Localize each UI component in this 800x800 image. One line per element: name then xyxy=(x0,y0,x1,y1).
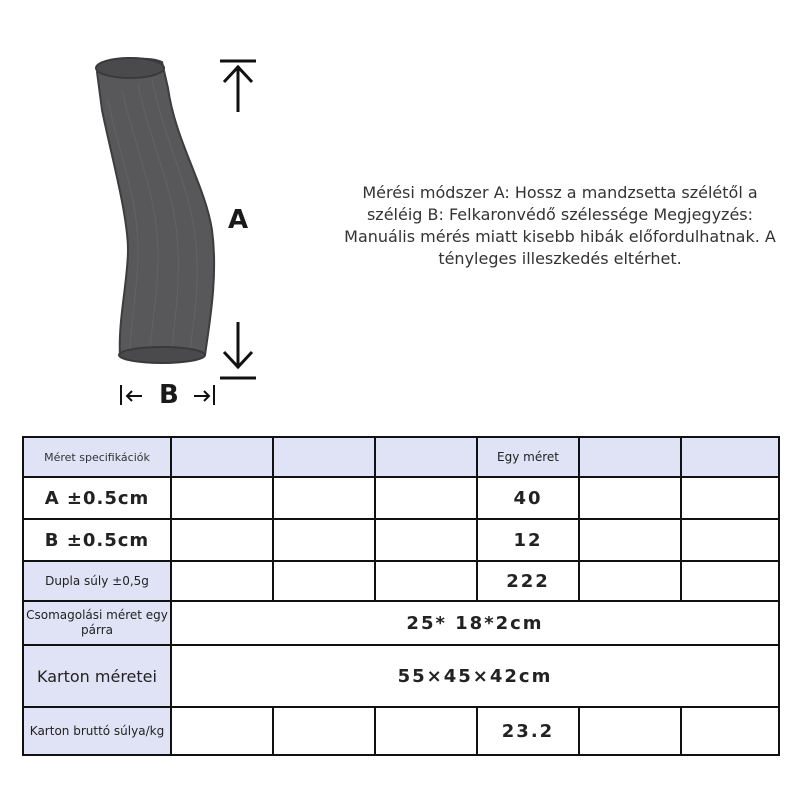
empty-cell xyxy=(681,477,779,519)
row-label-carton: Karton méretei xyxy=(23,645,171,707)
label-b: B xyxy=(159,380,179,410)
arrow-down-icon xyxy=(220,322,256,378)
table-row xyxy=(23,519,779,561)
empty-cell xyxy=(681,561,779,601)
table-header-row xyxy=(23,437,779,477)
table-row xyxy=(23,601,779,645)
table-row xyxy=(23,645,779,707)
row-value-weight: 222 xyxy=(477,561,579,601)
row-label-b: B ±0.5cm xyxy=(23,519,171,561)
row-label-a: A ±0.5cm xyxy=(23,477,171,519)
header-empty-cell xyxy=(681,437,779,477)
empty-cell xyxy=(171,519,273,561)
header-empty-cell xyxy=(273,437,375,477)
empty-cell xyxy=(375,707,477,755)
row-label-package: Csomagolási méret egy párra xyxy=(23,601,171,645)
table-row xyxy=(23,477,779,519)
empty-cell xyxy=(273,477,375,519)
row-value-package: 25* 18*2cm xyxy=(171,601,779,645)
table-row xyxy=(23,707,779,755)
empty-cell xyxy=(579,561,681,601)
arrow-left-icon xyxy=(121,385,142,405)
empty-cell xyxy=(273,707,375,755)
row-value-a: 40 xyxy=(477,477,579,519)
header-empty-cell xyxy=(579,437,681,477)
row-label-gross: Karton bruttó súlya/kg xyxy=(23,707,171,755)
row-label-weight: Dupla súly ±0,5g xyxy=(23,561,171,601)
label-a: A xyxy=(228,205,249,235)
empty-cell xyxy=(579,477,681,519)
empty-cell xyxy=(171,561,273,601)
empty-cell xyxy=(681,707,779,755)
empty-cell xyxy=(681,519,779,561)
header-empty-cell xyxy=(171,437,273,477)
sleeve-top-cuff xyxy=(96,58,164,78)
sleeve-bottom-cuff xyxy=(119,347,205,363)
spec-header-cell: Méret specifikációk xyxy=(23,437,171,477)
empty-cell xyxy=(375,477,477,519)
empty-cell xyxy=(171,477,273,519)
row-value-b: 12 xyxy=(477,519,579,561)
empty-cell xyxy=(273,519,375,561)
row-value-gross: 23.2 xyxy=(477,707,579,755)
arm-sleeve-image xyxy=(97,59,214,363)
empty-cell xyxy=(171,707,273,755)
arrow-right-icon xyxy=(194,385,214,405)
empty-cell xyxy=(375,519,477,561)
arrow-up-icon xyxy=(220,61,256,112)
row-value-carton: 55×45×42cm xyxy=(171,645,779,707)
size-spec-table xyxy=(22,436,780,756)
header-empty-cell xyxy=(375,437,477,477)
table-row xyxy=(23,561,779,601)
size-header-cell: Egy méret xyxy=(477,437,579,477)
empty-cell xyxy=(579,707,681,755)
empty-cell xyxy=(579,519,681,561)
empty-cell xyxy=(273,561,375,601)
empty-cell xyxy=(375,561,477,601)
measurement-description: Mérési módszer A: Hossz a mandzsetta szélétől a széléig B: Felkaronvédő szélessége Megjegyzés: Manuális mérés miatt kisebb hibák előfordulhatnak. A tényleges illeszkedés eltérhet. xyxy=(344,183,776,268)
